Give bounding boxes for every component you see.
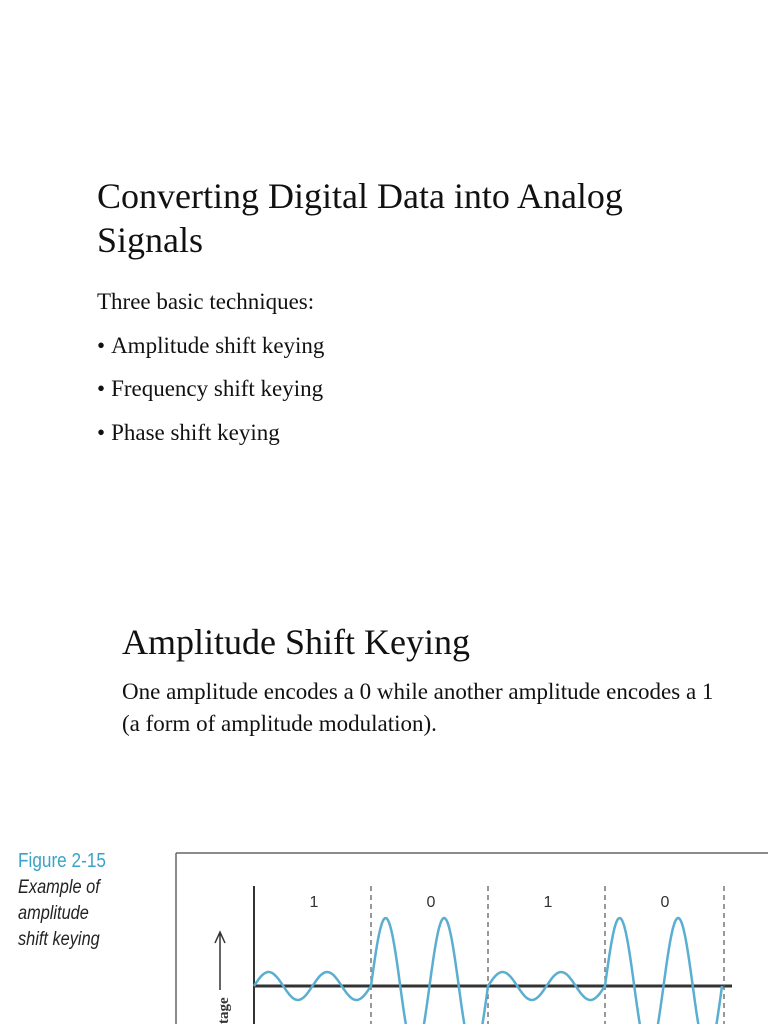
bit-label: 1 (309, 894, 319, 911)
bullet-dot-icon: • (97, 419, 106, 445)
bit-label: 0 (426, 894, 436, 911)
bullet-item: • Amplitude shift keying (97, 332, 325, 358)
bit-label: 1 (543, 894, 553, 911)
slide-body-techniques (97, 280, 737, 454)
figure-caption-line2: shift keying (18, 929, 100, 950)
voltage-axis-label: tage (216, 997, 232, 1024)
slide-title-ask: Amplitude Shift Keying (122, 622, 470, 662)
slide-title-converting: Converting Digital Data into Analog Signals (97, 176, 623, 260)
slide-body-ask: One amplitude encodes a 0 while another amplitude encodes a 1 (a form of amplitude modulation). (122, 679, 714, 736)
ask-waveform-figure (170, 850, 768, 1024)
figure-number: Figure 2-15 (18, 850, 106, 872)
figure-caption-line1: Example of amplitude (18, 877, 100, 924)
bit-labels (310, 894, 670, 911)
bit-label: 0 (660, 894, 670, 911)
bullet-dot-icon: • (97, 376, 106, 401)
bullet-item: • Phase shift keying (97, 419, 280, 445)
bullet-dot-icon: • (97, 332, 106, 358)
voltage-arrow-icon (215, 932, 225, 990)
bullet-item: • Frequency shift keying (97, 376, 324, 401)
figure-label (18, 848, 156, 953)
techniques-intro: Three basic techniques: (97, 289, 315, 314)
